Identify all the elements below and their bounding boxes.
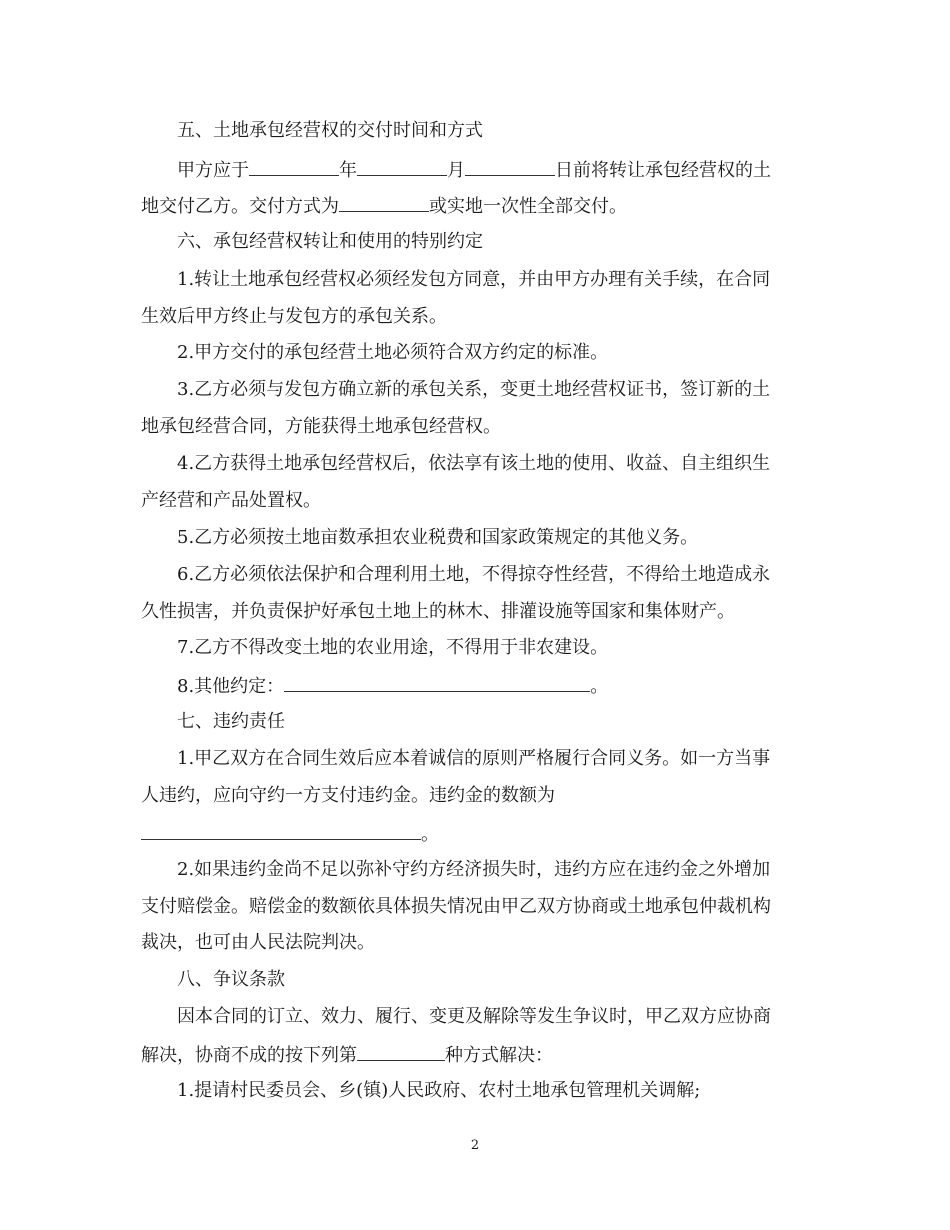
day-blank xyxy=(465,157,555,176)
section-7-item-1-line-3: 。 xyxy=(141,821,439,847)
section-7-item-1-line-2: 人违约，应向守约一方支付违约金。违约金的数额为 xyxy=(141,785,555,806)
penalty-amount-blank xyxy=(141,821,421,840)
year-blank xyxy=(249,157,339,176)
section-6-item-7: 7.乙方不得改变土地的农业用途，不得用于非农建设。 xyxy=(177,637,609,658)
section-8-paragraph-line-2: 解决，协商不成的按下列第 种方式解决： xyxy=(141,1042,553,1068)
section-6-item-4-line-2: 产经营和产品处置权。 xyxy=(141,490,321,511)
resolution-method-blank xyxy=(357,1042,445,1061)
section-5-paragraph-line-1: 甲方应于 年 月 日前将转让承包经营权的土 xyxy=(177,157,771,183)
section-8-item-1: 1.提请村民委员会、乡(镇)人民政府、农村土地承包管理机关调解; xyxy=(177,1080,701,1101)
section-7-item-1-line-1: 1.甲乙双方在合同生效后应本着诚信的原则严格履行合同义务。如一方当事 xyxy=(177,748,771,769)
section-6-item-6-line-1: 6.乙方必须依法保护和合理利用土地，不得掠夺性经营，不得给土地造成永 xyxy=(177,564,771,585)
section-8-heading: 八、争议条款 xyxy=(177,969,285,990)
section-5-paragraph-line-2: 地交付乙方。交付方式为 或实地一次性全部交付。 xyxy=(141,193,627,219)
section-6-item-4-line-1: 4.乙方获得土地承包经营权后，依法享有该土地的使用、收益、自主组织生 xyxy=(177,453,771,474)
section-7-item-2-line-2: 支付赔偿金。赔偿金的数额依具体损失情况由甲乙双方协商或土地承包仲裁机构 xyxy=(141,896,771,917)
section-6-item-1-line-2: 生效后甲方终止与发包方的承包关系。 xyxy=(141,306,447,327)
delivery-method-blank xyxy=(339,193,429,212)
section-6-item-5: 5.乙方必须按土地亩数承担农业税费和国家政策规定的其他义务。 xyxy=(177,527,699,548)
section-6-item-3-line-1: 3.乙方必须与发包方确立新的承包关系，变更土地经营权证书，签订新的土 xyxy=(177,379,771,400)
section-6-heading: 六、承包经营权转让和使用的特别约定 xyxy=(177,231,483,252)
section-6-item-3-line-2: 地承包经营合同，方能获得土地承包经营权。 xyxy=(141,416,501,437)
month-blank xyxy=(357,157,447,176)
section-7-heading: 七、违约责任 xyxy=(177,711,285,732)
section-6-item-8: 8.其他约定： 。 xyxy=(177,673,608,699)
section-6-item-6-line-2: 久性损害，并负责保护好承包土地上的林木、排灌设施等国家和集体财产。 xyxy=(141,601,735,622)
page-number: 2 xyxy=(470,1138,480,1153)
other-terms-blank xyxy=(284,673,590,692)
section-6-item-2: 2.甲方交付的承包经营土地必须符合双方约定的标准。 xyxy=(177,342,609,363)
section-5-heading: 五、土地承包经营权的交付时间和方式 xyxy=(177,120,483,141)
section-7-item-2-line-1: 2.如果违约金尚不足以弥补守约方经济损失时，违约方应在违约金之外增加 xyxy=(177,859,771,880)
section-7-item-2-line-3: 裁决，也可由人民法院判决。 xyxy=(141,932,375,953)
section-8-paragraph-line-1: 因本合同的订立、效力、履行、变更及解除等发生争议时，甲乙双方应协商 xyxy=(177,1006,771,1027)
section-6-item-1-line-1: 1.转让土地承包经营权必须经发包方同意，并由甲方办理有关手续，在合同 xyxy=(177,269,771,290)
